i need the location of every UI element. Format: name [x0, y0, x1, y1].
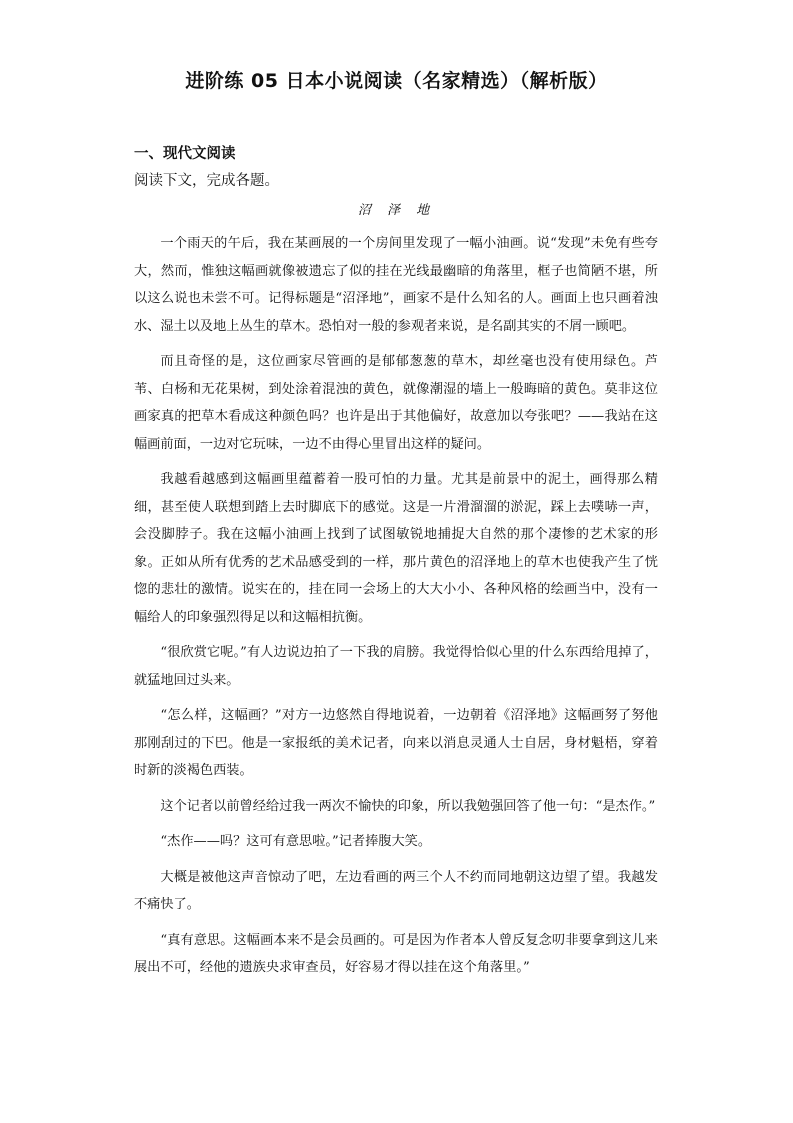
- passage-body: [134, 230, 658, 990]
- passage-paragraph: “怎么样，这幅画？”对方一边悠然自得地说着，一边朝着《沼泽地》这幅画努了努他那刚刮过的下巴。他是一家报纸的美术记者，向来以消息灵通人士自居，身材魁梧，穿着时新的淡褐色西装。: [134, 708, 658, 778]
- section-heading: 一、现代文阅读: [134, 146, 236, 162]
- passage-paragraph: 而且奇怪的是，这位画家尽管画的是郁郁葱葱的草木，却丝毫也没有使用绿色。芦苇、白杨和无花果树，到处涂着混浊的黄色，就像潮湿的墙上一般晦暗的黄色。莫非这位画家真的把草木看成这种颜色吗？也许是出于其他偏好，故意加以夸张吧？——我站在这幅画前面，一边对它玩味，一边不由得心里冒出这样的疑问。: [134, 354, 658, 452]
- passage-paragraph: “杰作——吗？这可有意思啦。”记者捧腹大笑。: [160, 834, 432, 849]
- instruction-text: 阅读下文，完成各题。: [134, 173, 279, 189]
- passage-paragraph: 一个雨天的午后，我在某画展的一个房间里发现了一幅小油画。说“发现”未免有些夸大，然而，惟独这幅画就像被遗忘了似的挂在光线最幽暗的角落里，框子也简陋不堪，所以这么说也未尝不可。记得标题是“沼泽地”，画家不是什么知名的人。画面上也只画着浊水、湿土以及地上丛生的草木。恐怕对一般的参观者来说，是名副其实的不屑一顾吧。: [134, 236, 658, 334]
- passage-paragraph: 这个记者以前曾经给过我一两次不愉快的印象，所以我勉强回答了他一句：“是杰作。”: [160, 798, 656, 814]
- passage-paragraph: “很欣赏它呢。”有人边说边拍了一下我的肩膀。我觉得恰似心里的什么东西给甩掉了，就猛地回过头来。: [134, 645, 658, 688]
- passage-paragraph: “真有意思。这幅画本来不是会员画的。可是因为作者本人曾反复念叨非要拿到这儿来展出不可，经他的遗族央求审查员，好容易才得以挂在这个角落里。”: [134, 932, 658, 975]
- document-title: 进阶练 05 日本小说阅读（名家精选）（解析版）: [185, 70, 608, 92]
- passage-paragraph: 大概是被他这声音惊动了吧，左边看画的两三个人不约而同地朝这边望了望。我越发不痛快了。: [134, 869, 658, 912]
- passage-paragraph: 我越看越感到这幅画里蕴蓄着一股可怕的力量。尤其是前景中的泥土，画得那么精细，甚至使人联想到踏上去时脚底下的感觉。这是一片滑溜溜的淤泥，踩上去噗哧一声，会没脚脖子。我在这幅小油画上找到了试图敏锐地捕捉大自然的那个凄惨的艺术家的形象。正如从所有优秀的艺术品感受到的一样，那片黄色的沼泽地上的草木也使我产生了恍惚的悲壮的激情。说实在的，挂在同一会场上的大大小小、各种风格的绘画当中，没有一幅给人的印象强烈得足以和这幅相抗衡。: [134, 472, 658, 625]
- passage-title: 沼 泽 地: [357, 203, 436, 218]
